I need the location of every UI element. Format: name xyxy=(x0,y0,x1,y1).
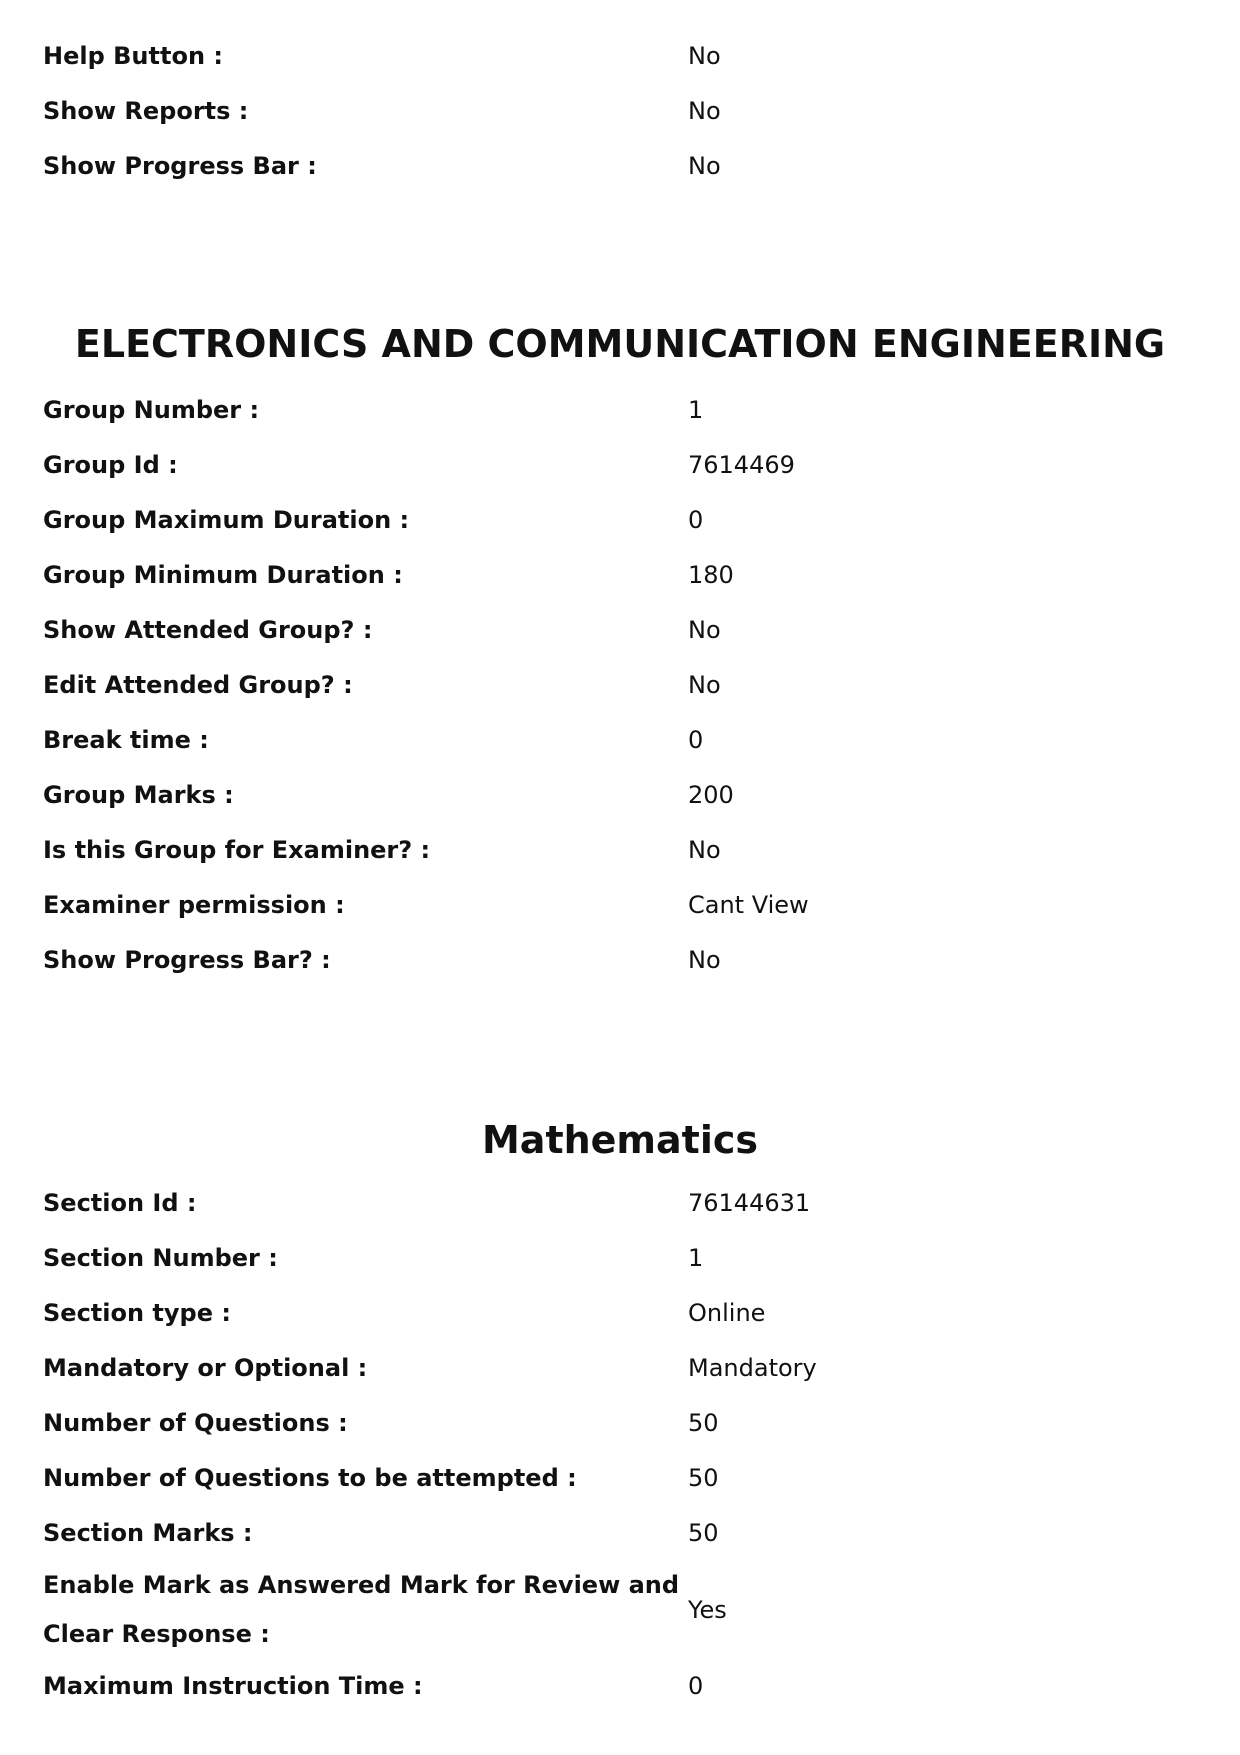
field-row xyxy=(43,603,1203,658)
field-label: Section Marks : xyxy=(43,1519,253,1547)
field-value: No xyxy=(688,946,721,974)
field-row xyxy=(43,1341,1203,1396)
field-row xyxy=(43,1451,1203,1506)
field-label: Number of Questions to be attempted : xyxy=(43,1464,577,1492)
field-row xyxy=(43,713,1203,768)
section-settings-table xyxy=(43,1176,1203,1714)
field-row xyxy=(43,658,1203,713)
field-value: 76144631 xyxy=(688,1189,811,1217)
field-label: Show Reports : xyxy=(43,97,249,125)
field-label: Enable Mark as Answered Mark for Review and Clear Response : xyxy=(43,1571,680,1648)
field-value: 50 xyxy=(688,1464,719,1492)
field-row xyxy=(43,1286,1203,1341)
field-value: 1 xyxy=(688,396,704,424)
field-row xyxy=(43,878,1203,933)
field-value: 180 xyxy=(688,561,734,589)
field-label: Section Number : xyxy=(43,1244,278,1272)
field-value: No xyxy=(688,152,721,180)
field-label: Maximum Instruction Time : xyxy=(43,1672,423,1700)
field-label: Mandatory or Optional : xyxy=(43,1354,368,1382)
field-row xyxy=(43,139,1203,194)
field-value: No xyxy=(688,671,721,699)
group-title: ELECTRONICS AND COMMUNICATION ENGINEERING xyxy=(74,322,1166,366)
field-row xyxy=(43,1396,1203,1451)
field-label: Group Number : xyxy=(43,396,260,424)
field-label: Group Maximum Duration : xyxy=(43,506,410,534)
field-row xyxy=(43,548,1203,603)
field-value: 50 xyxy=(688,1409,719,1437)
field-label: Section Id : xyxy=(43,1189,197,1217)
field-row xyxy=(43,29,1203,84)
field-value: 0 xyxy=(688,506,704,534)
field-label: Show Attended Group? : xyxy=(43,616,373,644)
field-value: 50 xyxy=(688,1519,719,1547)
field-value: Online xyxy=(688,1299,766,1327)
field-row xyxy=(43,1176,1203,1231)
field-value: 1 xyxy=(688,1244,704,1272)
field-value: No xyxy=(688,616,721,644)
field-label: Number of Questions : xyxy=(43,1409,348,1437)
field-value: 0 xyxy=(688,726,704,754)
field-label: Section type : xyxy=(43,1299,231,1327)
section-title: Mathematics xyxy=(481,1118,759,1162)
field-label: Is this Group for Examiner? : xyxy=(43,836,431,864)
field-row xyxy=(43,383,1203,438)
field-row xyxy=(43,768,1203,823)
field-label: Break time : xyxy=(43,726,209,754)
field-label: Show Progress Bar? : xyxy=(43,946,331,974)
field-value: No xyxy=(688,836,721,864)
field-value: Yes xyxy=(688,1595,727,1624)
field-row xyxy=(43,438,1203,493)
field-row xyxy=(43,84,1203,139)
field-label: Show Progress Bar : xyxy=(43,152,317,180)
field-value: Mandatory xyxy=(688,1354,817,1382)
field-label: Group Minimum Duration : xyxy=(43,561,403,589)
field-row xyxy=(43,1506,1203,1561)
field-row xyxy=(43,933,1203,988)
field-value: 7614469 xyxy=(688,451,795,479)
field-value: No xyxy=(688,42,721,70)
field-label: Group Marks : xyxy=(43,781,234,809)
field-row xyxy=(43,1231,1203,1286)
field-value: Cant View xyxy=(688,891,809,919)
field-value: 0 xyxy=(688,1672,704,1700)
field-label: Edit Attended Group? : xyxy=(43,671,353,699)
field-row xyxy=(43,1659,1203,1714)
field-row xyxy=(43,823,1203,878)
field-value: 200 xyxy=(688,781,734,809)
field-value: No xyxy=(688,97,721,125)
field-label: Help Button : xyxy=(43,42,223,70)
field-label: Examiner permission : xyxy=(43,891,345,919)
top-settings-table xyxy=(43,29,1203,194)
field-label: Group Id : xyxy=(43,451,178,479)
field-row xyxy=(43,493,1203,548)
field-row xyxy=(43,1561,1203,1659)
group-settings-table xyxy=(43,383,1203,988)
